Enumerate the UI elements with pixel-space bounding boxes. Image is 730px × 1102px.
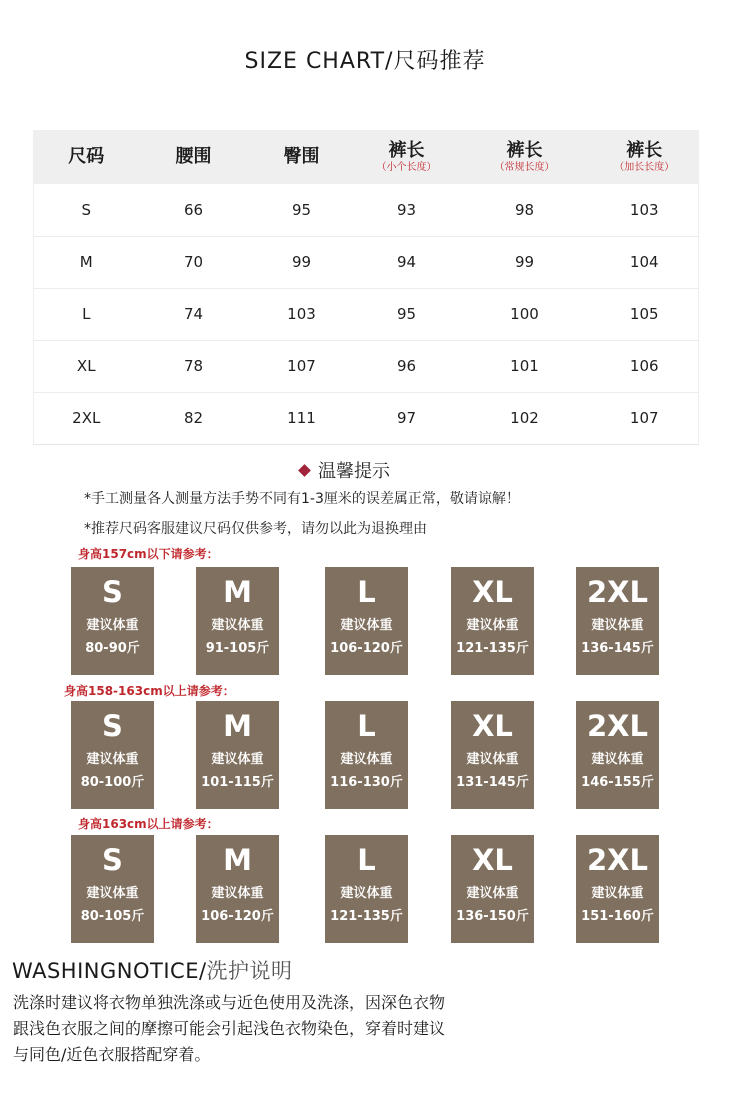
- washing-notice-body: [13, 990, 523, 1068]
- height-group-label: 身高163cm以上请参考：: [78, 817, 219, 831]
- table-cell: 104: [629, 253, 659, 271]
- size-card: L 建议体重 121-135斤: [325, 835, 408, 943]
- size-card: 2XL 建议体重 136-145斤: [576, 567, 659, 675]
- table-cell: 107: [629, 409, 659, 427]
- table-cell: 95: [396, 305, 417, 323]
- table-cell: 97: [396, 409, 417, 427]
- header-cell: 裤长 （加长长度）: [614, 140, 675, 173]
- size-card: M 建议体重 101-115斤: [196, 701, 279, 809]
- washing-title-en: WASHINGNOTICE/: [12, 959, 207, 983]
- table-cell: 66: [183, 200, 204, 219]
- table-cell: 94: [396, 253, 417, 271]
- size-card: L 建议体重 116-130斤: [325, 701, 408, 809]
- header-cell: 裤长 （小个长度）: [376, 140, 437, 173]
- table-row: [34, 392, 699, 444]
- table-cell: 96: [396, 357, 417, 375]
- table-cell: 106: [629, 357, 659, 375]
- page-title: SIZE CHART/尺码推荐: [244, 49, 486, 74]
- table-cell: 101: [510, 357, 539, 375]
- table-cell: L: [82, 305, 91, 323]
- table-cell: M: [79, 253, 93, 271]
- washing-line: 跟浅色衣服之间的摩擦可能会引起浅色衣物染色，穿着时建议: [13, 1019, 446, 1038]
- table-row: [34, 236, 699, 288]
- header-cell: 臀围: [283, 146, 320, 167]
- table-cell: 78: [183, 357, 204, 375]
- table-cell: 99: [291, 253, 312, 271]
- tip-line: *推荐尺码客服建议尺码仅供参考，请勿以此为退换理由: [84, 521, 427, 537]
- header-cell: 尺码: [68, 146, 105, 167]
- table-cell: 70: [183, 253, 204, 271]
- tip-line: *手工测量各人测量方法手势不同有1-3厘米的误差属正常，敬请谅解！: [84, 491, 520, 507]
- tips-heading: [300, 457, 390, 483]
- size-card: XL 建议体重 121-135斤: [451, 567, 534, 675]
- size-table: [33, 130, 699, 445]
- table-row: [34, 340, 699, 392]
- table-row: [34, 184, 699, 236]
- size-card: 2XL 建议体重 146-155斤: [576, 701, 659, 809]
- table-cell: 74: [183, 305, 204, 323]
- table-cell: 82: [183, 409, 204, 427]
- table-cell: 99: [514, 253, 535, 271]
- washing-title-cn: 洗护说明: [206, 959, 293, 983]
- washing-line: 与同色/近色衣服搭配穿着。: [13, 1045, 211, 1064]
- size-card: L 建议体重 106-120斤: [325, 567, 408, 675]
- table-cell: 105: [629, 305, 659, 323]
- size-card: S 建议体重 80-100斤: [71, 701, 154, 809]
- washing-notice-title: [12, 955, 293, 985]
- size-card: S 建议体重 80-90斤: [71, 567, 154, 675]
- table-cell: 103: [287, 305, 316, 323]
- table-cell: 100: [510, 305, 539, 323]
- height-group-label: 身高158-163cm以上请参考：: [64, 684, 235, 698]
- washing-line: 洗涤时建议将衣物单独洗涤或与近色使用及洗涤，因深色衣物: [13, 993, 446, 1012]
- size-card: 2XL 建议体重 151-160斤: [576, 835, 659, 943]
- table-cell: 93: [396, 200, 417, 219]
- tips-title-text: 温馨提示: [318, 461, 390, 482]
- table-cell: 2XL: [72, 409, 101, 427]
- height-group-label: 身高157cm以下请参考：: [78, 547, 219, 561]
- table-header-row: [34, 130, 699, 184]
- header-cell: 腰围: [175, 146, 212, 167]
- size-card: M 建议体重 106-120斤: [196, 835, 279, 943]
- size-card: S 建议体重 80-105斤: [71, 835, 154, 943]
- table-cell: 107: [287, 357, 316, 375]
- size-card: XL 建议体重 136-150斤: [451, 835, 534, 943]
- table-cell: 111: [287, 409, 316, 427]
- table-cell: S: [81, 200, 92, 219]
- size-card: M 建议体重 91-105斤: [196, 567, 279, 675]
- table-cell: 98: [514, 200, 535, 219]
- table-cell: XL: [76, 357, 96, 375]
- table-cell: 95: [291, 200, 312, 219]
- table-row: [34, 288, 699, 340]
- table-cell: 103: [629, 200, 659, 219]
- diamond-icon: [298, 464, 311, 477]
- header-cell: 裤长 （常规长度）: [494, 140, 555, 173]
- table-cell: 102: [510, 409, 539, 427]
- size-card: XL 建议体重 131-145斤: [451, 701, 534, 809]
